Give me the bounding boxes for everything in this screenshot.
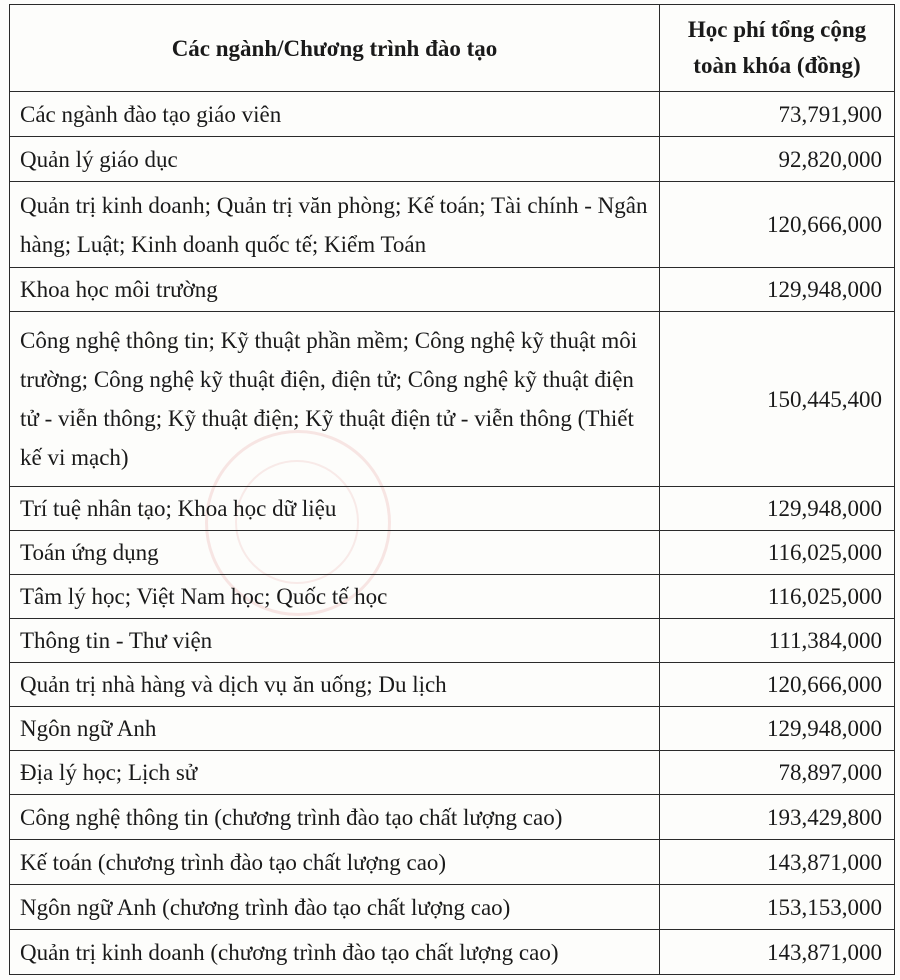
program-cell: Công nghệ thông tin (chương trình đào tạo chất lượng cao) [10,795,660,840]
program-cell: Quản trị kinh doanh (chương trình đào tạo chất lượng cao) [10,930,660,975]
table-row [10,268,895,312]
program-cell: Tâm lý học; Việt Nam học; Quốc tế học [10,575,660,619]
table-row [10,487,895,531]
table-header-row [10,5,895,92]
fee-cell: 120,666,000 [660,182,895,268]
fee-cell: 92,820,000 [660,137,895,182]
header-program: Các ngành/Chương trình đào tạo [10,5,660,92]
program-cell: Trí tuệ nhân tạo; Khoa học dữ liệu [10,487,660,531]
program-cell: Công nghệ thông tin; Kỹ thuật phần mềm; Công nghệ kỹ thuật môi trường; Công nghệ kỹ thuật điện, điện tử; Công nghệ kỹ thuật điện tử - viễn thông; Kỹ thuật điện; Kỹ thuật điện tử - viễn thông (Thiết kế vi mạch) [10,312,660,487]
fee-cell: 129,948,000 [660,487,895,531]
program-cell: Thông tin - Thư viện [10,619,660,663]
fee-cell: 153,153,000 [660,885,895,930]
program-cell: Khoa học môi trường [10,268,660,312]
fee-cell: 120,666,000 [660,663,895,707]
table-row [10,885,895,930]
header-total-fee [660,5,895,92]
program-cell: Ngôn ngữ Anh [10,707,660,751]
fee-cell: 129,948,000 [660,707,895,751]
fee-cell: 73,791,900 [660,92,895,137]
table-row [10,619,895,663]
fee-cell: 143,871,000 [660,930,895,975]
table-row [10,575,895,619]
table-row [10,531,895,575]
fee-cell: 129,948,000 [660,268,895,312]
fee-cell: 150,445,400 [660,312,895,487]
fee-cell: 116,025,000 [660,531,895,575]
program-cell: Các ngành đào tạo giáo viên [10,92,660,137]
fee-cell: 143,871,000 [660,840,895,885]
program-cell: Kế toán (chương trình đào tạo chất lượng cao) [10,840,660,885]
table-row [10,840,895,885]
fee-cell: 116,025,000 [660,575,895,619]
table-row [10,930,895,975]
program-cell: Ngôn ngữ Anh (chương trình đào tạo chất lượng cao) [10,885,660,930]
tuition-fee-table [9,4,895,975]
table-row [10,182,895,268]
table-row [10,663,895,707]
header-fee-line2: toàn khóa (đồng) [693,53,861,78]
program-cell: Toán ứng dụng [10,531,660,575]
program-cell: Quản lý giáo dục [10,137,660,182]
table-row [10,312,895,487]
program-cell: Quản trị nhà hàng và dịch vụ ăn uống; Du lịch [10,663,660,707]
fee-cell: 111,384,000 [660,619,895,663]
program-cell: Địa lý học; Lịch sử [10,751,660,795]
table-row [10,137,895,182]
header-fee-line1: Học phí tổng cộng [687,17,867,42]
table-row [10,92,895,137]
program-cell: Quản trị kinh doanh; Quản trị văn phòng; Kế toán; Tài chính - Ngân hàng; Luật; Kinh doanh quốc tế; Kiểm Toán [10,182,660,268]
table-row [10,751,895,795]
fee-cell: 193,429,800 [660,795,895,840]
table-row [10,795,895,840]
fee-cell: 78,897,000 [660,751,895,795]
table-row [10,707,895,751]
